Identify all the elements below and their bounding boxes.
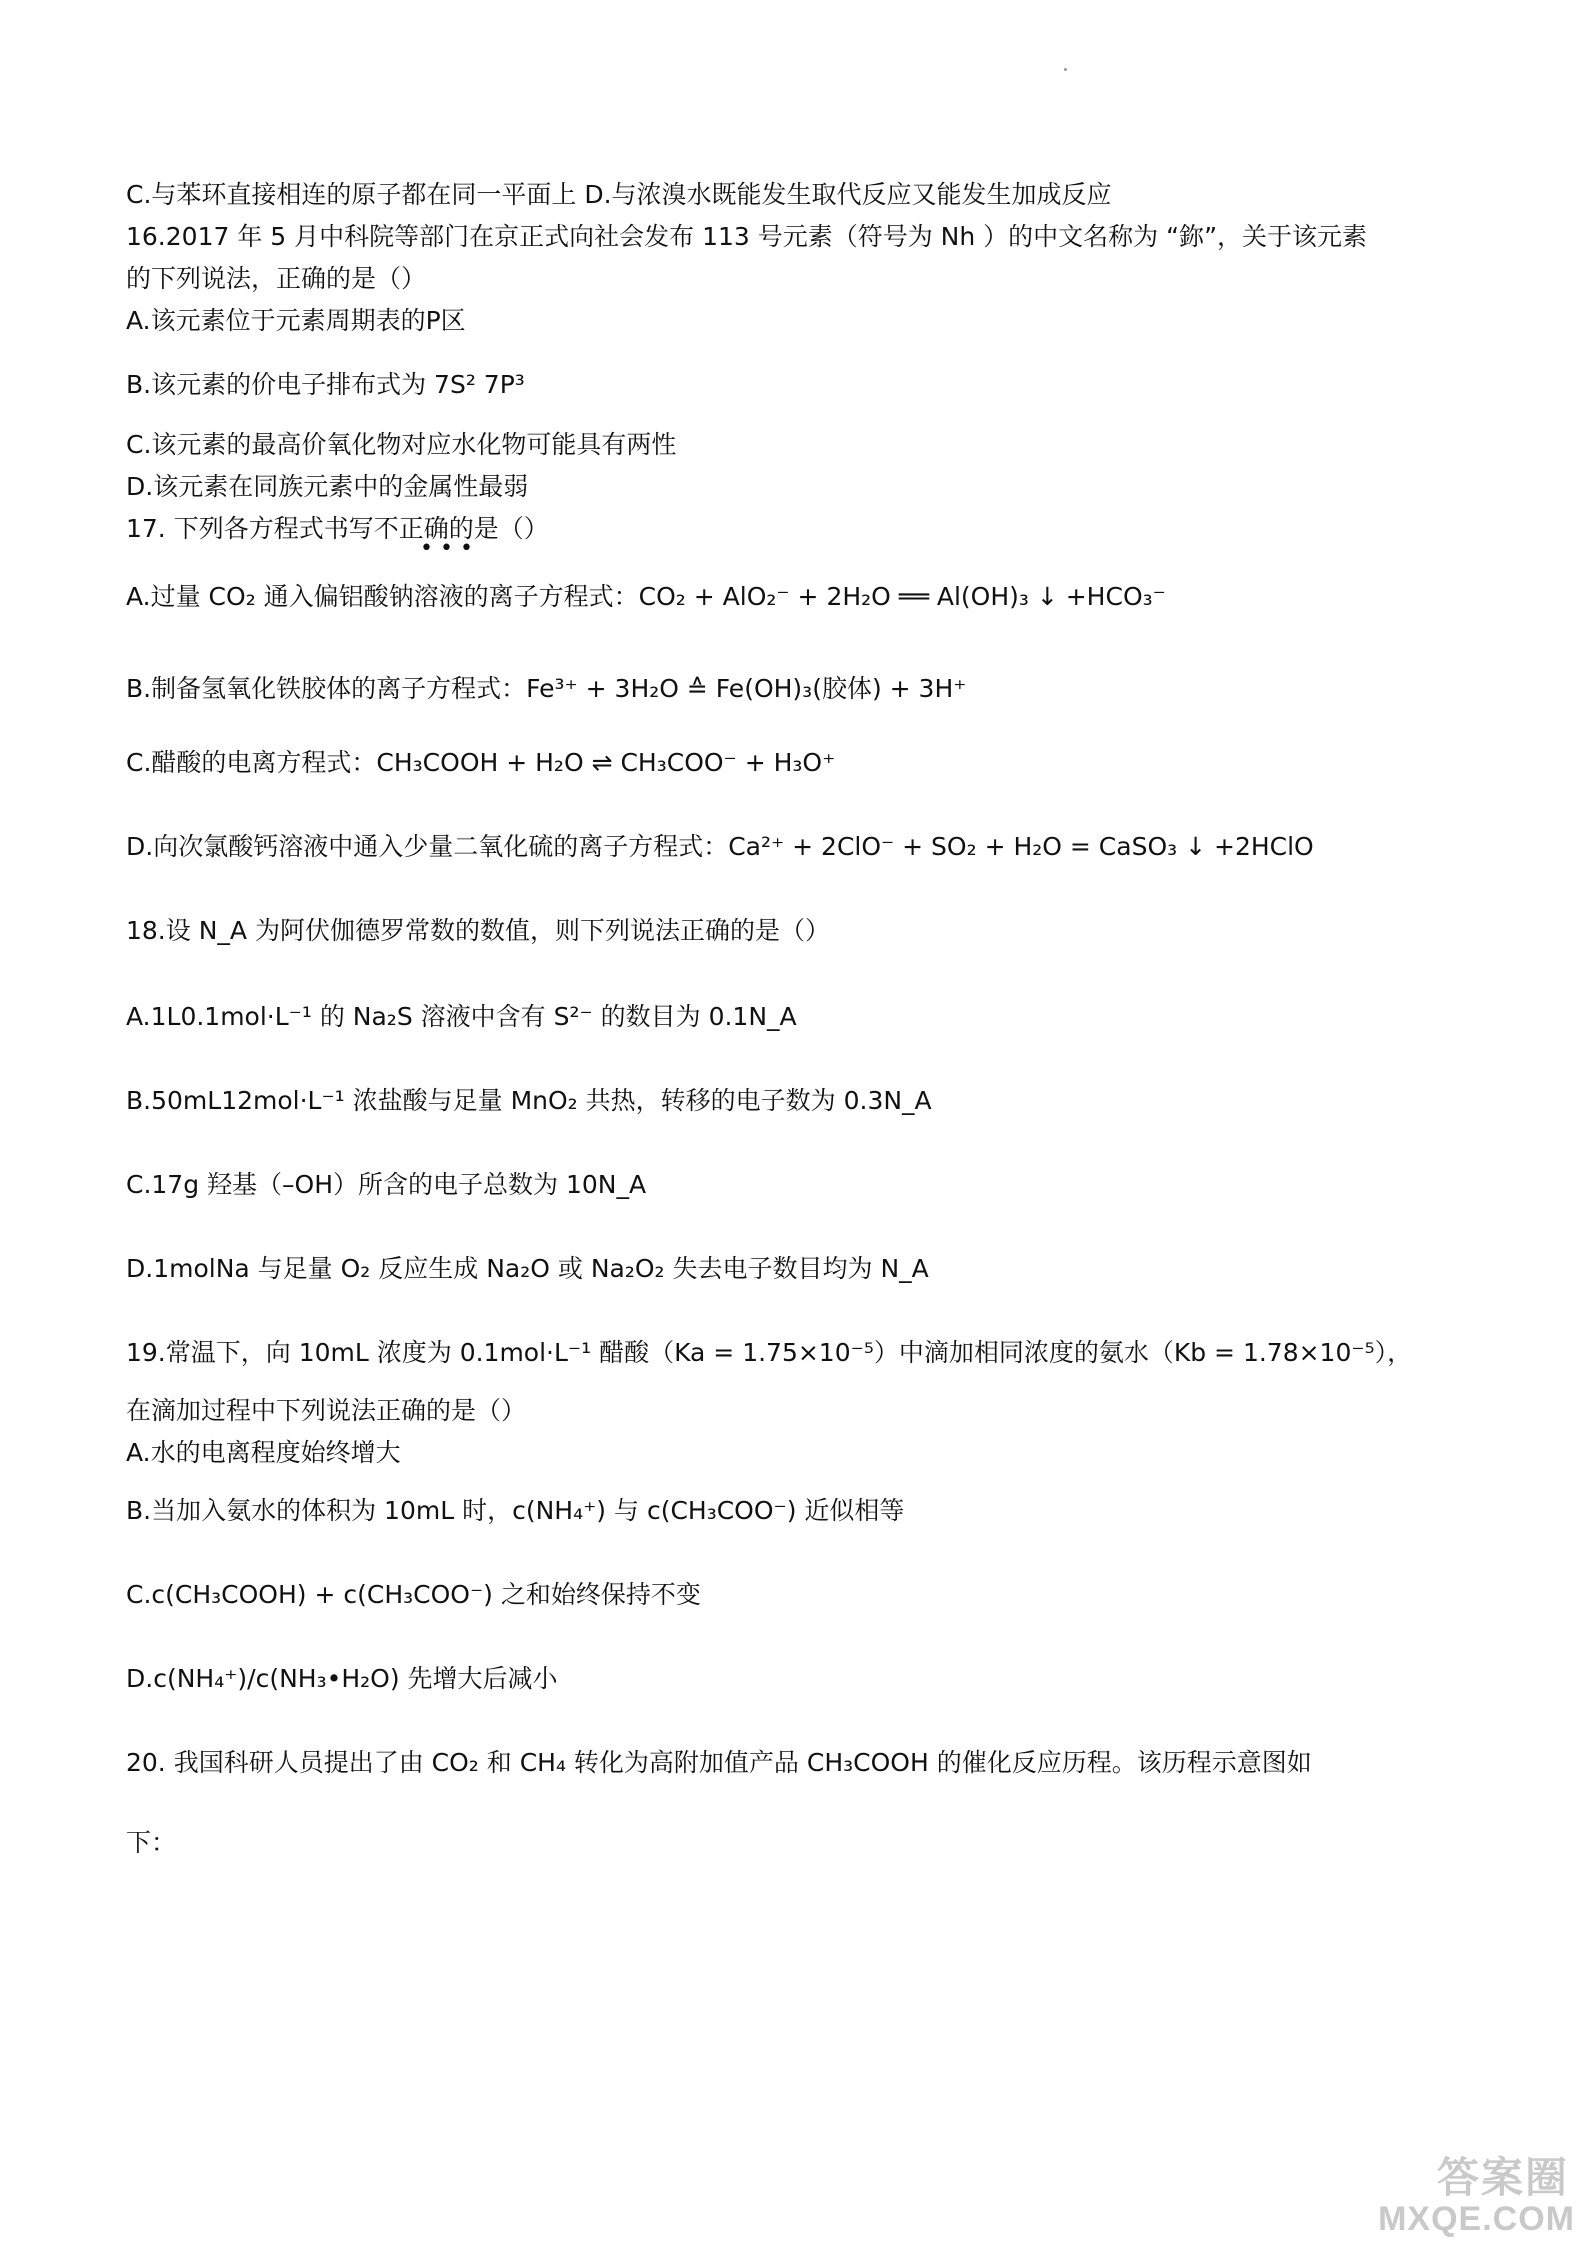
question-20-stem: 20. 我国科研人员提出了由 CO₂ 和 CH₄ 转化为高附加值产品 CH₃COOH 的催化反应历程。该历程示意图如: [126, 1748, 1312, 1777]
question-19-stem: 19.常温下，向 10mL 浓度为 0.1mol·L⁻¹ 醋酸（Ka = 1.75×10⁻⁵）中滴加相同浓度的氨水（Kb = 1.78×10⁻⁵），: [126, 1338, 1413, 1367]
question-16-option-b: B.该元素的价电子排布式为 7S² 7P³: [126, 370, 525, 399]
question-16-option-c: C.该元素的最高价氧化物对应水化物可能具有两性: [126, 430, 677, 459]
question-18-option-a: A.1L0.1mol·L⁻¹ 的 Na₂S 溶液中含有 S²⁻ 的数目为 0.1N_A: [126, 1002, 797, 1031]
text-line-1: C.与苯环直接相连的原子都在同一平面上 D.与浓溴水既能发生取代反应又能发生加成反应: [126, 180, 1112, 209]
question-16-stem: 16.2017 年 5 月中科院等部门在京正式向社会发布 113 号元素（符号为 Nh ）的中文名称为 “鉨”，关于该元素: [126, 222, 1368, 251]
question-19-stem-cont: 在滴加过程中下列说法正确的是（）: [126, 1396, 527, 1425]
question-20-stem-cont: 下：: [126, 1828, 177, 1857]
question-17-option-c: C.醋酸的电离方程式：CH₃COOH + H₂O ⇌ CH₃COO⁻ + H₃O⁺: [126, 748, 836, 777]
question-17-option-a: A.过量 CO₂ 通入偏铝酸钠溶液的离子方程式：CO₂ + AlO₂⁻ + 2H₂O ══ Al(OH)₃ ↓ +HCO₃⁻: [126, 582, 1166, 611]
stray-dot: [1064, 68, 1067, 71]
question-18-option-c: C.17g 羟基（–OH）所含的电子总数为 10N_A: [126, 1170, 647, 1199]
question-18-option-d: D.1molNa 与足量 O₂ 反应生成 Na₂O 或 Na₂O₂ 失去电子数目均为 N_A: [126, 1254, 929, 1283]
question-17-option-b: B.制备氢氧化铁胶体的离子方程式：Fe³⁺ + 3H₂O ≙ Fe(OH)₃(胶体) + 3H⁺: [126, 674, 967, 703]
question-16-stem-cont: 的下列说法，正确的是（）: [126, 264, 427, 293]
emphasis-dots: • • •: [420, 536, 473, 561]
question-17-stem: 17. 下列各方程式书写不正确的是（）: [126, 514, 549, 543]
watermark-logo-text: 答案圈: [1436, 2153, 1569, 2202]
watermark-url: MXQE.COM: [1378, 2200, 1575, 2238]
question-18-option-b: B.50mL12mol·L⁻¹ 浓盐酸与足量 MnO₂ 共热，转移的电子数为 0.3N_A: [126, 1086, 932, 1115]
question-19-option-a: A.水的电离程度始终增大: [126, 1438, 401, 1467]
question-16-option-a: A.该元素位于元素周期表的P区: [126, 306, 466, 335]
question-19-option-c: C.c(CH₃COOH) + c(CH₃COO⁻) 之和始终保持不变: [126, 1580, 701, 1609]
question-19-option-d: D.c(NH₄⁺)/c(NH₃•H₂O) 先增大后减小: [126, 1664, 558, 1693]
question-17-option-d: D.向次氯酸钙溶液中通入少量二氧化硫的离子方程式：Ca²⁺ + 2ClO⁻ + SO₂ + H₂O = CaSO₃ ↓ +2HClO: [126, 832, 1314, 861]
question-16-option-d: D.该元素在同族元素中的金属性最弱: [126, 472, 529, 501]
question-19-option-b: B.当加入氨水的体积为 10mL 时，c(NH₄⁺) 与 c(CH₃COO⁻) 近似相等: [126, 1496, 905, 1525]
question-18-stem: 18.设 N_A 为阿伏伽德罗常数的数值，则下列说法正确的是（）: [126, 916, 830, 945]
